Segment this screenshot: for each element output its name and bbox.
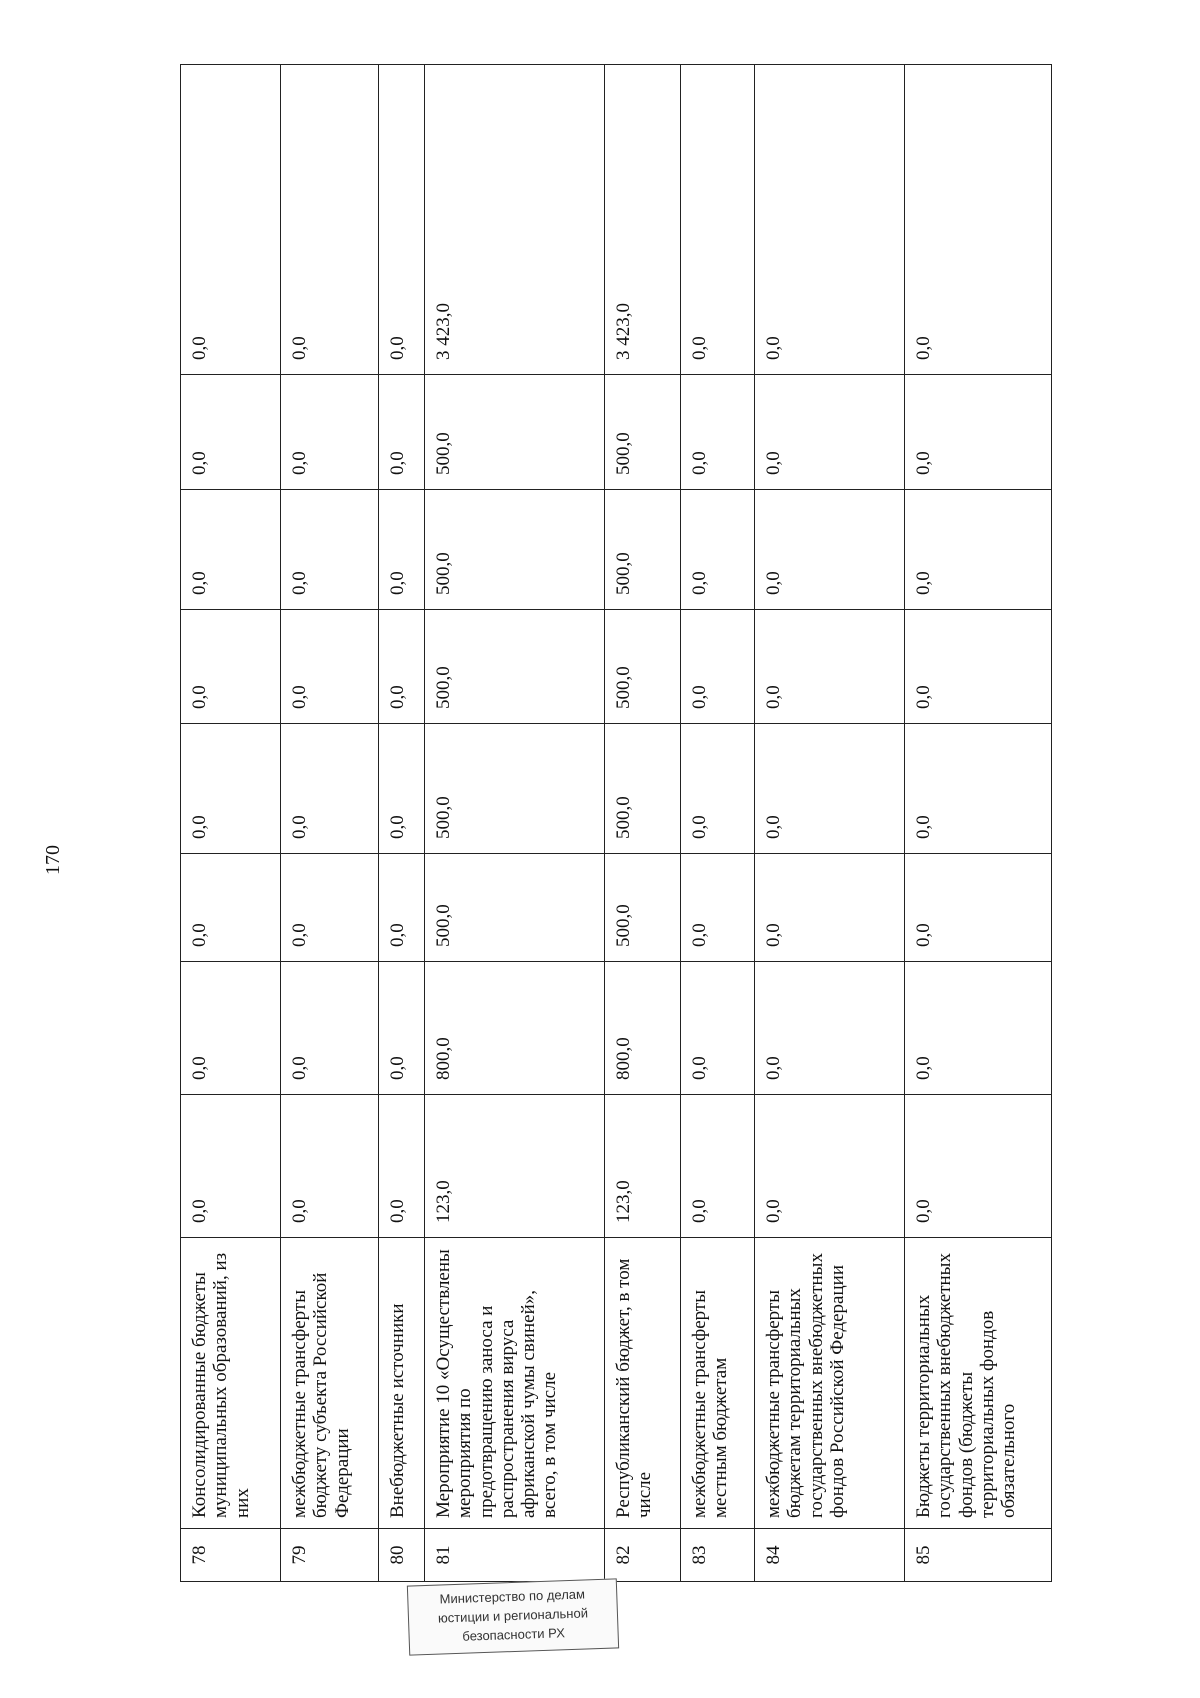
value-cell: 0,0 [905, 65, 1052, 375]
value-cell: 0,0 [379, 1095, 425, 1238]
row-description: межбюджетные трансферты бюджету субъекта Российской Федерации [281, 1238, 379, 1529]
row-description: межбюджетные трансферты местным бюджетам [681, 1238, 755, 1529]
value-cell: 0,0 [379, 610, 425, 724]
row-description: Бюджеты территориальных государственных внебюджетных фондов (бюджеты территориальных фондов обязательного [905, 1238, 1052, 1529]
table-row [281, 65, 379, 1582]
row-number: 80 [379, 1529, 425, 1582]
value-cell: 0,0 [681, 854, 755, 962]
value-cell: 0,0 [681, 962, 755, 1095]
table-row [755, 65, 905, 1582]
ministry-stamp [407, 1578, 619, 1655]
table-row [905, 65, 1052, 1582]
value-cell: 0,0 [379, 490, 425, 610]
value-cell: 0,0 [379, 962, 425, 1095]
value-cell: 0,0 [905, 962, 1052, 1095]
budget-table-container [180, 65, 1051, 1582]
value-cell: 500,0 [425, 490, 605, 610]
value-cell: 0,0 [281, 610, 379, 724]
value-cell: 0,0 [755, 962, 905, 1095]
table-row [379, 65, 425, 1582]
stamp-line: Министерство по делам [439, 1586, 586, 1607]
value-cell: 0,0 [681, 610, 755, 724]
value-cell: 0,0 [755, 610, 905, 724]
value-cell: 0,0 [281, 962, 379, 1095]
value-cell: 500,0 [605, 375, 681, 490]
value-cell: 0,0 [281, 375, 379, 490]
value-cell: 0,0 [755, 1095, 905, 1238]
value-cell: 0,0 [181, 962, 281, 1095]
value-cell: 0,0 [755, 490, 905, 610]
stamp-line: безопасности РХ [462, 1625, 566, 1644]
value-cell: 500,0 [425, 610, 605, 724]
value-cell: 3 423,0 [605, 65, 681, 375]
value-cell: 123,0 [425, 1095, 605, 1238]
value-cell: 0,0 [681, 375, 755, 490]
value-cell: 0,0 [181, 724, 281, 854]
value-cell: 0,0 [281, 65, 379, 375]
budget-table [180, 64, 1052, 1582]
value-cell: 0,0 [181, 65, 281, 375]
table-row [425, 65, 605, 1582]
value-cell: 0,0 [905, 1095, 1052, 1238]
value-cell: 500,0 [425, 375, 605, 490]
row-number: 79 [281, 1529, 379, 1582]
value-cell: 500,0 [605, 854, 681, 962]
value-cell: 0,0 [379, 854, 425, 962]
row-number: 83 [681, 1529, 755, 1582]
row-number: 85 [905, 1529, 1052, 1582]
value-cell: 0,0 [681, 724, 755, 854]
value-cell: 500,0 [605, 724, 681, 854]
value-cell: 800,0 [425, 962, 605, 1095]
value-cell: 0,0 [755, 724, 905, 854]
value-cell: 500,0 [425, 724, 605, 854]
value-cell: 0,0 [681, 1095, 755, 1238]
value-cell: 0,0 [281, 490, 379, 610]
row-number: 81 [425, 1529, 605, 1582]
value-cell: 0,0 [755, 854, 905, 962]
row-number: 82 [605, 1529, 681, 1582]
row-description: Внебюджетные источники [379, 1238, 425, 1529]
value-cell: 0,0 [181, 1095, 281, 1238]
stamp-line: юстиции и региональной [437, 1605, 589, 1626]
value-cell: 0,0 [681, 490, 755, 610]
value-cell: 0,0 [905, 490, 1052, 610]
row-description: Консолидированные бюджеты муниципальных образований, из них [181, 1238, 281, 1529]
table-row [605, 65, 681, 1582]
value-cell: 0,0 [379, 375, 425, 490]
row-description: межбюджетные трансферты бюджетам территориальных государственных внебюджетных фондов Российской Федерации [755, 1238, 905, 1529]
value-cell: 3 423,0 [425, 65, 605, 375]
value-cell: 0,0 [181, 490, 281, 610]
row-description: Республиканский бюджет, в том числе [605, 1238, 681, 1529]
value-cell: 0,0 [755, 65, 905, 375]
value-cell: 0,0 [681, 65, 755, 375]
value-cell: 0,0 [905, 724, 1052, 854]
row-number: 84 [755, 1529, 905, 1582]
table-row [181, 65, 281, 1582]
value-cell: 0,0 [379, 724, 425, 854]
value-cell: 0,0 [755, 375, 905, 490]
page-number: 170 [42, 845, 64, 875]
value-cell: 0,0 [181, 610, 281, 724]
value-cell: 123,0 [605, 1095, 681, 1238]
row-number: 78 [181, 1529, 281, 1582]
value-cell: 500,0 [425, 854, 605, 962]
value-cell: 500,0 [605, 610, 681, 724]
value-cell: 0,0 [905, 375, 1052, 490]
row-description: Мероприятие 10 «Осуществлены мероприятия по предотвращению заноса и распространения вируса африканской чумы свиней», всего, в том числе [425, 1238, 605, 1529]
value-cell: 0,0 [181, 375, 281, 490]
value-cell: 500,0 [605, 490, 681, 610]
value-cell: 0,0 [281, 724, 379, 854]
value-cell: 0,0 [905, 610, 1052, 724]
value-cell: 0,0 [181, 854, 281, 962]
table-row [681, 65, 755, 1582]
value-cell: 0,0 [905, 854, 1052, 962]
value-cell: 0,0 [281, 854, 379, 962]
value-cell: 0,0 [281, 1095, 379, 1238]
value-cell: 0,0 [379, 65, 425, 375]
value-cell: 800,0 [605, 962, 681, 1095]
